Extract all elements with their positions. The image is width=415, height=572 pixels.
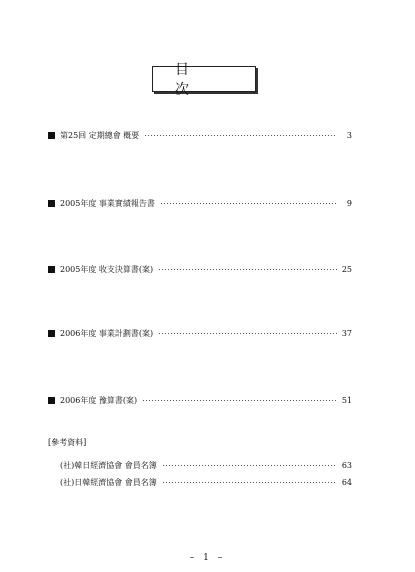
toc-entry[interactable] [48, 196, 352, 210]
toc-entry[interactable] [48, 262, 352, 276]
reference-entry-page: 64 [341, 477, 352, 487]
reference-entry-page: 63 [341, 460, 352, 470]
toc-entry[interactable] [48, 128, 352, 142]
dot-leader [162, 482, 337, 483]
toc-entry-page: 51 [341, 395, 352, 405]
dot-leader [158, 333, 337, 334]
bullet-square-icon [48, 330, 55, 337]
reference-entry[interactable] [60, 458, 352, 472]
toc-entry[interactable] [48, 326, 352, 340]
dot-leader [160, 203, 337, 204]
reference-entry[interactable] [60, 475, 352, 489]
bullet-square-icon [48, 397, 55, 404]
bullet-square-icon [48, 266, 55, 273]
toc-entry-label: 2006年度 事業計劃書(案) [60, 328, 154, 338]
reference-entry-label: (社)韓日經濟協會 會員名簿 [60, 460, 157, 470]
bullet-square-icon [48, 132, 55, 139]
toc-entry-page: 25 [341, 264, 352, 274]
page-number-footer: – 1 – [189, 553, 226, 563]
bullet-square-icon [48, 200, 55, 207]
toc-entry[interactable] [48, 393, 352, 407]
dot-leader [142, 400, 337, 401]
dot-leader [158, 269, 337, 270]
toc-title: 目 次 [152, 66, 256, 92]
toc-entry-label: 2006年度 豫算書(案) [60, 395, 138, 405]
dot-leader [162, 465, 337, 466]
dot-leader [144, 135, 337, 136]
toc-entry-label: 2005年度 收支決算書(案) [60, 264, 154, 274]
toc-entry-page: 9 [346, 198, 352, 208]
toc-entry-label: 2005年度 事業實績報告書 [60, 198, 155, 208]
toc-entry-label: 第25回 定期總會 槪要 [60, 130, 140, 140]
reference-entry-label: (社)日韓經濟協會 會員名簿 [60, 477, 157, 487]
toc-entry-page: 3 [346, 130, 352, 140]
reference-heading: [參考資料] [48, 438, 87, 447]
toc-entry-page: 37 [341, 328, 352, 338]
